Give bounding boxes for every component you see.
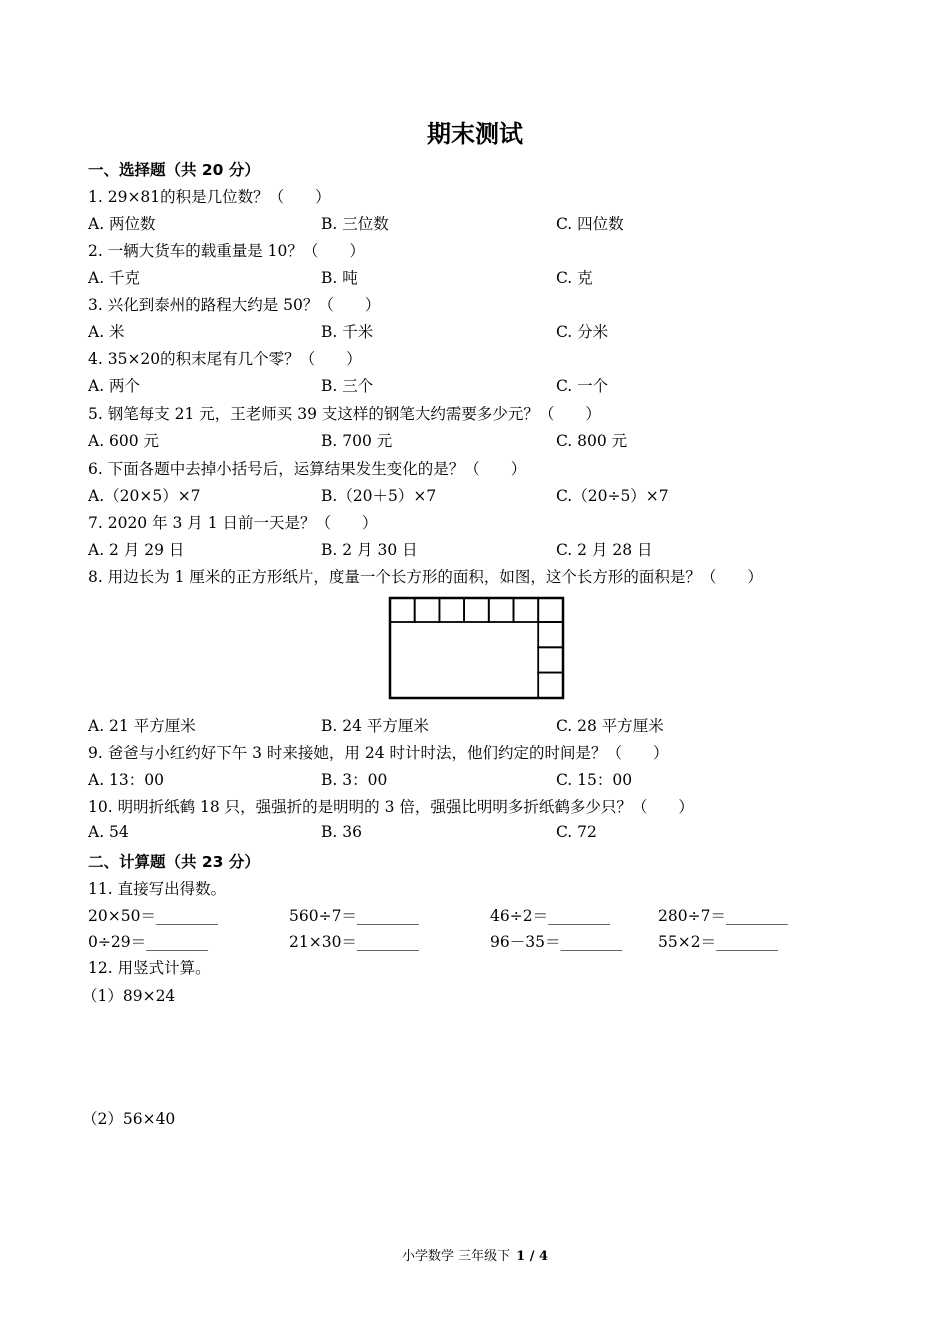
question-9: 9. 爸爸与小红约好下午 3 时来接她，用 24 时计时法，他们约定的时间是？（ ） [88, 744, 669, 762]
question-1: 1. 29×81的积是几位数？（ ） [88, 188, 331, 206]
option-c: C. 分米 [556, 323, 609, 341]
option-b: B. 千米 [321, 323, 374, 341]
option-c: C. 2 月 28 日 [556, 541, 653, 559]
calc-item: 20×50＝________ [88, 907, 218, 925]
page-number: 1 / 4 [516, 1249, 549, 1264]
calc-item: 0÷29＝________ [88, 933, 209, 951]
option-a: A. 2 月 29 日 [88, 541, 185, 559]
question-8: 8. 用边长为 1 厘米的正方形纸片，度量一个长方形的面积，如图，这个长方形的面积是？（ ） [88, 568, 763, 586]
option-c: C.（20÷5）×7 [556, 487, 669, 505]
question-12: 12. 用竖式计算。 [88, 959, 211, 977]
question-12-part-2: （2）56×40 [82, 1110, 176, 1128]
option-a: A. 两位数 [88, 215, 156, 233]
option-a: A. 13：00 [88, 771, 164, 789]
option-a: A. 600 元 [88, 432, 160, 450]
calc-item: 21×30＝________ [289, 933, 419, 951]
option-a: A. 54 [88, 823, 129, 841]
option-c: C. 800 元 [556, 432, 628, 450]
option-b: B. 吨 [321, 269, 358, 287]
square-tiles-top-row [390, 598, 563, 622]
option-c: C. 72 [556, 823, 597, 841]
question-6: 6. 下面各题中去掉小括号后，运算结果发生变化的是？（ ） [88, 460, 527, 478]
option-b: B. 2 月 30 日 [321, 541, 418, 559]
footer-subject: 小学数学 三年级下 [401, 1249, 511, 1264]
option-c: C. 一个 [556, 377, 609, 395]
question-4: 4. 35×20的积末尾有几个零？（ ） [88, 350, 362, 368]
page-title: 期末测试 [427, 120, 523, 148]
option-b: B. 700 元 [321, 432, 393, 450]
option-c: C. 四位数 [556, 215, 624, 233]
square-tiles-right-column [538, 622, 563, 698]
calc-item: 46÷2＝________ [490, 907, 611, 925]
section-heading-choice: 一、选择题（共 20 分） [88, 161, 260, 179]
option-b: B. 36 [321, 823, 362, 841]
option-c: C. 克 [556, 269, 593, 287]
option-c: C. 28 平方厘米 [556, 717, 664, 735]
calc-item: 55×2＝________ [658, 933, 779, 951]
option-a: A. 两个 [88, 377, 141, 395]
option-a: A. 米 [88, 323, 125, 341]
question-3: 3. 兴化到泰州的路程大约是 50？（ ） [88, 296, 381, 314]
option-b: B. 3：00 [321, 771, 388, 789]
option-b: B. 三位数 [321, 215, 389, 233]
option-b: B.（20＋5）×7 [321, 487, 437, 505]
question-2: 2. 一辆大货车的载重量是 10？（ ） [88, 242, 365, 260]
option-b: B. 24 平方厘米 [321, 717, 429, 735]
option-a: A.（20×5）×7 [88, 487, 201, 505]
option-a: A. 千克 [88, 269, 141, 287]
option-b: B. 三个 [321, 377, 374, 395]
rectangle-outline [390, 598, 563, 698]
option-a: A. 21 平方厘米 [88, 717, 196, 735]
question-10: 10. 明明折纸鹤 18 只，强强折的是明明的 3 倍，强强比明明多折纸鹤多少只？（ ） [88, 798, 694, 816]
option-c: C. 15：00 [556, 771, 633, 789]
question-7: 7. 2020 年 3 月 1 日前一天是？（ ） [88, 514, 378, 532]
page-footer [0, 1245, 950, 1264]
question-5: 5. 钢笔每支 21 元，王老师买 39 支这样的钢笔大约需要多少元？（ ） [88, 405, 601, 423]
rectangle-area-figure [388, 596, 566, 702]
section-heading-calc: 二、计算题（共 23 分） [88, 853, 260, 871]
calc-item: 96－35＝________ [490, 933, 623, 951]
question-12-part-1: （1）89×24 [82, 987, 176, 1005]
calc-item: 560÷7＝________ [289, 907, 419, 925]
calc-item: 280÷7＝________ [658, 907, 788, 925]
question-11: 11. 直接写出得数。 [88, 880, 227, 898]
